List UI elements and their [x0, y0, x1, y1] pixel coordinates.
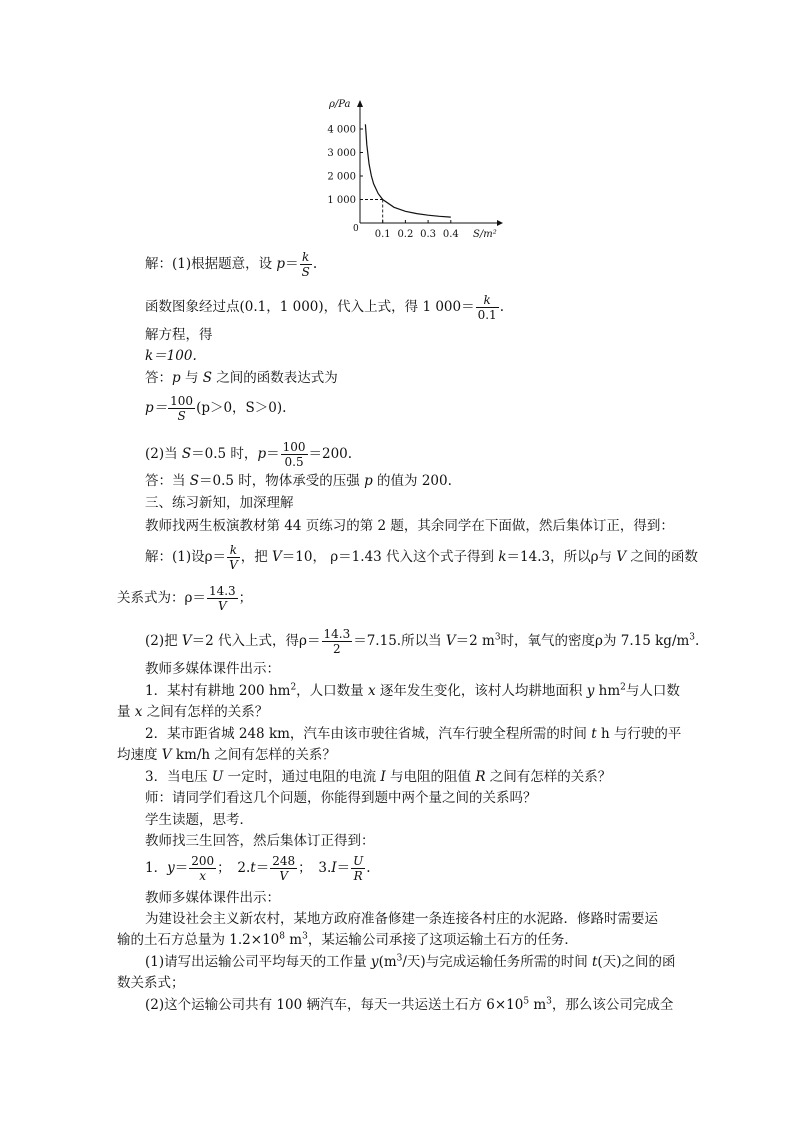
- x-tick-label: 0.4: [442, 229, 459, 240]
- y-axis-arrow: [357, 100, 363, 107]
- fraction-100-over-0-5: $\frac{100}{0.5}$: [282, 440, 306, 469]
- fraction-200-over-x: $\frac{200}{x}$: [191, 854, 215, 883]
- fraction-u-over-r: $\frac{U}{R}$: [353, 854, 364, 883]
- teacher-instruction-3: 教师找三生回答，然后集体订正得到：: [145, 833, 375, 849]
- solution-line-1: 解：(1)根据题意，设 p＝ $\frac{k}{S}$ .: [145, 250, 318, 279]
- exercise-solution-2: 关系式为：ρ＝ $\frac{14.3}{V}$ ；: [117, 584, 253, 613]
- problem-part-2-line-1: (2)这个运输公司共有 100 辆汽车，每天一共运送土石方 $6\times 10^5$ $m^3$，那么该公司完成全: [145, 996, 674, 1013]
- question-1-line-1: 1．某村有耕地 200 $hm^2$，人口数量 x 逐年发生变化，该村人均耕地面积 y $hm^2$与人口数: [145, 682, 680, 699]
- problem-line-1: 为建设社会主义新农村，某地方政府准备修建一条连接各村庄的水泥路．修路时需要运: [145, 911, 658, 927]
- question-2-line-1: 2．某市距省城 248 km，汽车由该市驶往省城，汽车行驶全程所需的时间 t h 与行驶的平: [145, 726, 682, 742]
- y-tick-label: 1 000: [327, 195, 356, 206]
- teacher-instruction-4: 教师多媒体课件出示：: [145, 890, 280, 906]
- x-axis-arrow: [497, 220, 503, 226]
- problem-line-2: 输的土石方总量为 $1.2\times 10^8$ $m^3$，某运输公司承接了这项运输土石方的任务．: [117, 931, 578, 948]
- fraction-k-over-v: $\frac{k}{V}$: [229, 543, 238, 572]
- problem-part-1-line-1: (1)请写出运输公司平均每天的工作量 $y(m^3/$天)与完成运输任务所需的时间 t(天)之间的函: [145, 953, 676, 970]
- x-tick-label: 0.2: [397, 229, 414, 240]
- question-2-line-2: 均速度 V km/h 之间有怎样的关系？: [117, 747, 336, 763]
- fraction-14-3-over-2: $\frac{14.3}{2}$: [323, 627, 351, 656]
- exercise-solution-1: 解：(1)设ρ＝ $\frac{k}{V}$ ，把 V＝10， ρ＝1.43 代入这个式子得到 k＝14.3，所以ρ与 V 之间的函数: [145, 543, 698, 572]
- fraction-k-over-0-1: $\frac{k}{0.1}$: [477, 293, 497, 322]
- teacher-instruction-1: 教师找两生板演教材第 44 页练习的第 2 题，其余同学在下面做，然后集体订正，得到：: [145, 518, 674, 534]
- pressure-area-graph: [315, 93, 505, 243]
- problem-part-1-line-2: 数关系式；: [117, 975, 185, 991]
- fraction-k-over-s: $\frac{k}{S}$: [301, 250, 310, 279]
- part-2-line: (2)当 S＝0.5 时，p＝ $\frac{100}{0.5}$ ＝200.: [145, 440, 353, 469]
- answer-line-2: 答：当 S＝0.5 时，物体承受的压强 p 的值为 200.: [145, 473, 452, 489]
- answers-line: 1．y＝ $\frac{200}{x}$ ； 2.t＝ $\frac{248}{V}$ ； 3.I＝ $\frac{U}{R}$ .: [145, 854, 371, 883]
- fraction-248-over-v: $\frac{248}{V}$: [272, 854, 296, 883]
- exercise-solution-3: (2)把 V＝2 代入上式，得ρ＝ $\frac{14.3}{2}$ ＝7.15.所以当 V＝2 $m^3$时，氧气的密度ρ为 7.15 $kg/m^3$.: [145, 627, 700, 656]
- teacher-question: 师：请同学们看这几个问题，你能得到题中两个量之间的关系吗？: [145, 790, 537, 806]
- question-3-line: 3．当电压 U 一定时，通过电阻的电流 I 与电阻的阻值 R 之间有怎样的关系？: [145, 769, 612, 785]
- y-tick-label: 3 000: [327, 148, 356, 159]
- x-tick-label: 0.1: [374, 229, 391, 240]
- fraction-100-over-s: $\frac{100}{S}$: [170, 394, 194, 423]
- question-1-line-2: 量 x 之间有怎样的关系？: [117, 704, 269, 720]
- fraction-14-3-over-v: $\frac{14.3}{V}$: [208, 584, 236, 613]
- answer-line-1: 答：p 与 S 之间的函数表达式为: [145, 370, 338, 386]
- solution-line-4: k＝100.: [145, 348, 197, 364]
- section-heading: 三、练习新知，加深理解: [145, 495, 294, 511]
- solution-line-2: 函数图象经过点(0.1，1 000)，代入上式，得 1 000＝ $\frac{k}{0.1}$ .: [145, 293, 504, 322]
- origin-label: 0: [353, 224, 359, 234]
- x-axis-label: S/m²: [473, 229, 497, 240]
- solution-line-3: 解方程，得: [145, 327, 213, 343]
- answer-formula: p＝ $\frac{100}{S}$ (p＞0，S＞0).: [145, 394, 287, 423]
- student-activity: 学生读题，思考．: [145, 812, 253, 828]
- curve-series: [365, 124, 450, 217]
- y-tick-label: 2 000: [327, 171, 356, 183]
- x-tick-label: 0.3: [420, 229, 437, 240]
- y-axis-label: ρ/Pa: [329, 99, 351, 110]
- teacher-instruction-2: 教师多媒体课件出示：: [145, 661, 280, 677]
- y-tick-label: 4 000: [327, 124, 356, 136]
